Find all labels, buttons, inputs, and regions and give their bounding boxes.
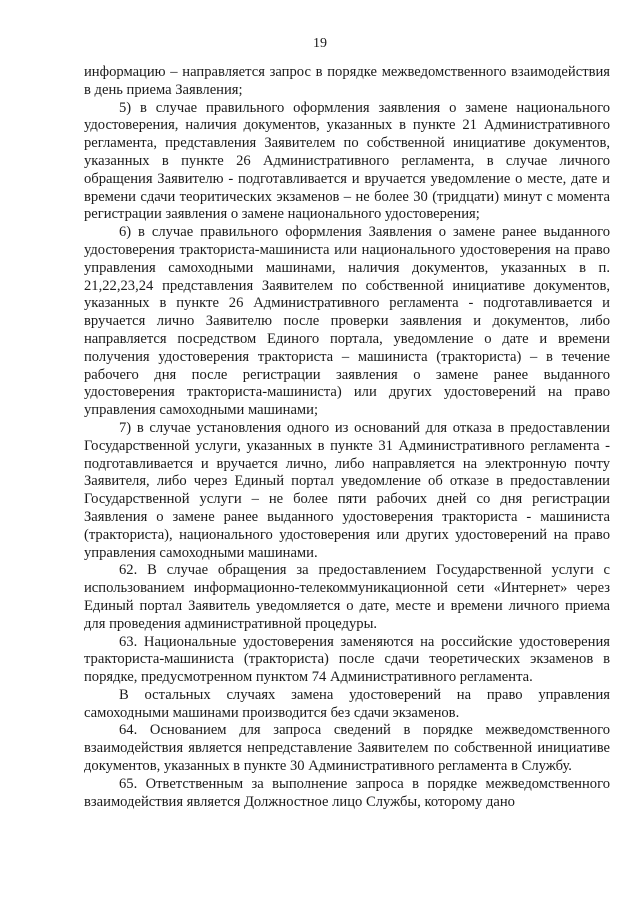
- paragraph-64: 64. Основанием для запроса сведений в порядке межведомственного взаимодействия является непредставление Заявителем по собственной инициативе документов, указанных в пункте 30 Административного регламента в Службу.: [84, 722, 610, 775]
- paragraph-continuation: информацию – направляется запрос в порядке межведомственного взаимодействия в день приема Заявления;: [84, 64, 610, 98]
- page-number: 19: [313, 36, 327, 51]
- paragraph-62: 62. В случае обращения за предоставлением Государственной услуги с использованием информационно-телекоммуникационной сети «Интернет» через Единый портал Заявитель уведомляется о дате, месте и времени личного приема для проведения административной процедуры.: [84, 562, 610, 632]
- paragraph-item-6: 6) в случае правильного оформления Заявления о замене ранее выданного удостоверения тракториста-машиниста или национального удостоверения на право управления самоходными машинами, наличия документов, указанных в п. 21,22,23,24 представления Заявителем по собственной инициативе документов, указанных в пункте 26 Административного регламента - подготавливается и вручается лично Заявителю после проверки заявления и документов, либо направляется посредством Единого портала, уведомление о дате и времени получения удостоверения тракториста – машиниста (тракториста) – в течение рабочего дня после регистрации заявления о замене ранее выданного удостоверения тракториста-машиниста) или других удостоверений на право управления самоходными машинами;: [84, 224, 610, 419]
- document-body: [84, 64, 610, 811]
- paragraph-item-7: 7) в случае установления одного из оснований для отказа в предоставлении Государственной услуги, указанных в пункте 31 Административного регламента - подготавливается и вручается лично, либо направляется на электронную почту Заявителя, либо через Единый портал уведомление об отказе в предоставлении Государственной услуги – не более пяти рабочих дней со дня регистрации Заявления о замене ранее выданного удостоверения тракториста - машиниста (тракториста), национального удостоверения или других удостоверений на право управления самоходными машинами.: [84, 419, 610, 561]
- paragraph-63: 63. Национальные удостоверения заменяются на российские удостоверения тракториста-машиниста (тракториста) после сдачи теоретических экзаменов в порядке, предусмотренном пунктом 74 Административного регламента.: [84, 633, 610, 686]
- paragraph-65: 65. Ответственным за выполнение запроса в порядке межведомственного взаимодействия является Должностное лицо Службы, которому дано: [84, 775, 610, 810]
- paragraph-63-continued: В остальных случаях замена удостоверений на право управления самоходными машинами производится без сдачи экзаменов.: [84, 686, 610, 721]
- paragraph-item-5: 5) в случае правильного оформления заявления о замене национального удостоверения, наличия документов, указанных в пункте 21 Административного регламента, представления Заявителем по собственной инициативе документов, указанных в пункте 26 Административного регламента, в случае личного обращения Заявителю - подготавливается и вручается уведомление о месте, дате и времени сдачи теоритических экзаменов – не более 30 (тридцати) минут с момента регистрации заявления о замене национального удостоверения;: [84, 99, 610, 223]
